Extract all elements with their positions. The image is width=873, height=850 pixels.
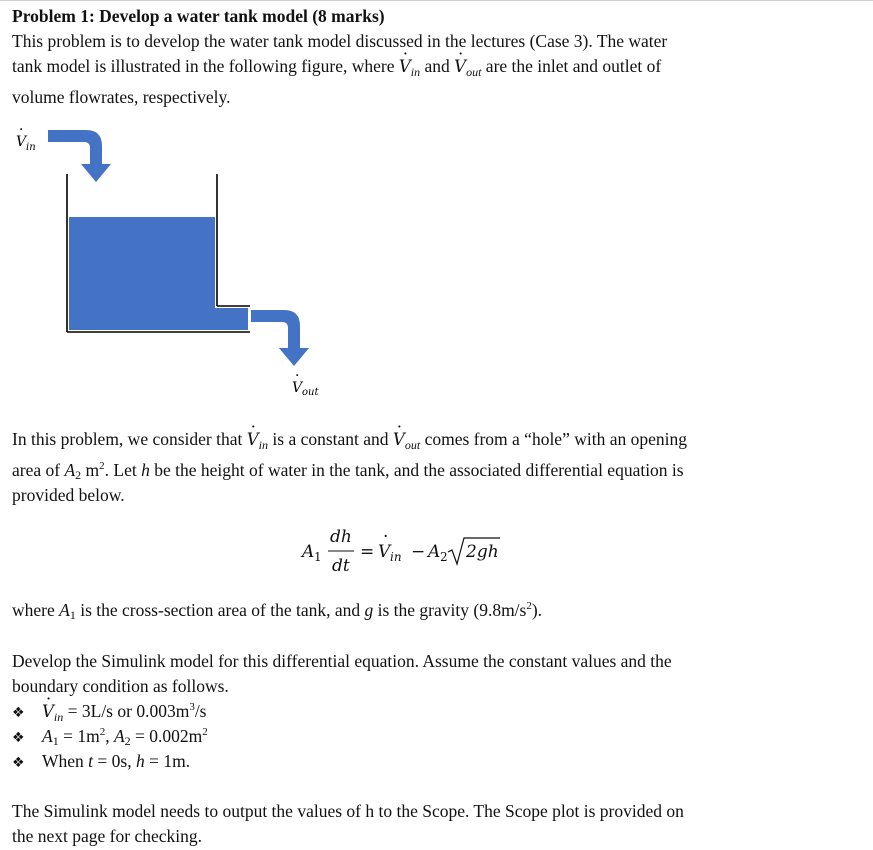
para3-text: where: [12, 600, 60, 620]
output-paragraph: [12, 799, 802, 849]
para2-text: area of: [12, 460, 65, 480]
a1-symbol: A: [59, 600, 70, 620]
para2-text: In this problem, we consider that: [12, 429, 247, 449]
h-symbol: h: [135, 751, 145, 771]
bullet-text: = 1m: [58, 726, 100, 746]
instructions-paragraph: [12, 649, 802, 699]
eq-numerator: dh: [330, 527, 352, 547]
bullet-text: /s: [194, 701, 207, 721]
eq-a2: A: [428, 542, 441, 562]
para2-text: m: [81, 460, 100, 480]
bullet-text: ,: [105, 726, 114, 746]
outlet-label-sub: out: [302, 387, 319, 398]
para3-text: is the cross-section area of the tank, and: [75, 600, 365, 620]
a1-subscript: 1: [69, 608, 76, 622]
eq-a2-sub: 2: [440, 550, 448, 564]
para2-text: be the height of water in the tank, and the associated differential equation is: [149, 460, 684, 480]
inlet-label-sub: in: [26, 142, 36, 153]
v-out-subscript: out: [404, 438, 421, 452]
tank-water: [69, 217, 215, 330]
para3-text: is the gravity (9.8m/s: [373, 600, 527, 620]
intro-line-1: This problem is to develop the water tank model discussed in the lectures (Case 3). The water: [12, 31, 668, 51]
v-in-symbol: · V: [399, 54, 411, 79]
inlet-arrow: [48, 130, 111, 182]
bullet-text: = 1m.: [144, 751, 191, 771]
eq-minus: −: [411, 542, 426, 562]
para5-line-1: The Simulink model needs to output the values of h to the Scope. The Scope plot is provided on: [12, 801, 684, 821]
a2-subscript: 2: [75, 468, 82, 482]
bullet-text: When: [42, 751, 89, 771]
problem-title-text: Problem 1: Develop a water tank model (8 marks): [12, 6, 385, 26]
eq-v-sub: in: [390, 550, 402, 564]
outlet-water: [215, 308, 248, 330]
square-superscript: 2: [526, 600, 532, 612]
inlet-label: V: [16, 134, 27, 150]
intro-text: are the inlet and outlet of: [481, 56, 662, 76]
para3-line: [12, 598, 802, 623]
eq-v: V: [378, 542, 391, 562]
bullet-text: = 3L/s or 0.003m: [63, 701, 190, 721]
bullet-text: = 0s,: [93, 751, 136, 771]
para3-text: ).: [531, 600, 543, 620]
square-superscript: 2: [99, 726, 106, 738]
list-item: [12, 724, 712, 749]
eq-v-dot: ·: [383, 527, 389, 547]
a1-subscript: 1: [52, 734, 59, 748]
v-in-subscript: in: [258, 438, 269, 452]
square-superscript: 2: [202, 726, 208, 738]
para2-line-1: [12, 427, 802, 458]
outlet-label-dot: ·: [295, 368, 300, 384]
a2-symbol: A: [113, 726, 125, 746]
diamond-bullet-icon: ❖: [12, 705, 25, 721]
h-symbol: h: [141, 460, 150, 480]
diamond-bullet-icon: ❖: [12, 755, 25, 771]
inlet-label-dot: ·: [19, 122, 24, 138]
v-out-subscript: out: [466, 65, 482, 79]
definition-paragraph: [12, 598, 802, 623]
t-symbol: t: [88, 751, 94, 771]
para4-line-1: Develop the Simulink model for this differential equation. Assume the constant values and the: [12, 651, 672, 671]
g-symbol: g: [364, 600, 374, 620]
v-out-symbol: · V: [393, 427, 405, 452]
a2-symbol: A: [64, 460, 76, 480]
problem-paragraph: [12, 427, 802, 508]
eq-a1-sub: 1: [314, 550, 322, 564]
cube-superscript: 3: [189, 701, 195, 713]
v-in-symbol: · V: [42, 699, 54, 724]
para2-text: is a constant and: [268, 429, 393, 449]
intro-text: and: [420, 56, 455, 76]
para2-line-2: [12, 458, 802, 483]
bullet-text: = 0.002m: [130, 726, 203, 746]
eq-sqrt-arg: 2gh: [466, 542, 499, 562]
eq-a1: A: [302, 542, 315, 562]
top-border: [0, 0, 873, 1]
differential-equation: [300, 520, 560, 580]
diamond-bullet-icon: ❖: [12, 730, 25, 746]
para2-text: comes from a “hole” with an opening: [420, 429, 687, 449]
list-item: [12, 699, 712, 724]
a1-symbol: A: [42, 726, 53, 746]
eq-denominator: dt: [332, 556, 350, 576]
intro-line-2: [12, 54, 802, 85]
para2-line-3: provided below.: [12, 485, 125, 505]
a2-subscript: 2: [124, 734, 131, 748]
eq-equals: =: [360, 542, 375, 562]
v-out-symbol: · V: [454, 54, 466, 79]
water-tank-figure: [10, 122, 350, 402]
outlet-arrow: [251, 310, 309, 366]
para2-text: . Let: [104, 460, 142, 480]
intro-text: tank model is illustrated in the following figure, where: [12, 56, 399, 76]
v-in-subscript: in: [410, 65, 421, 79]
outlet-label: V: [292, 380, 303, 396]
list-item: [12, 749, 712, 774]
v-in-symbol: · V: [247, 427, 259, 452]
square-superscript: 2: [99, 460, 105, 472]
constants-list: [12, 699, 712, 774]
intro-line-3: volume flowrates, respectively.: [12, 87, 231, 107]
para4-line-2: boundary condition as follows.: [12, 676, 229, 696]
para5-line-2: the next page for checking.: [12, 826, 202, 846]
intro-paragraph: [12, 29, 802, 110]
v-in-subscript: in: [53, 710, 64, 724]
problem-title: [12, 4, 802, 29]
